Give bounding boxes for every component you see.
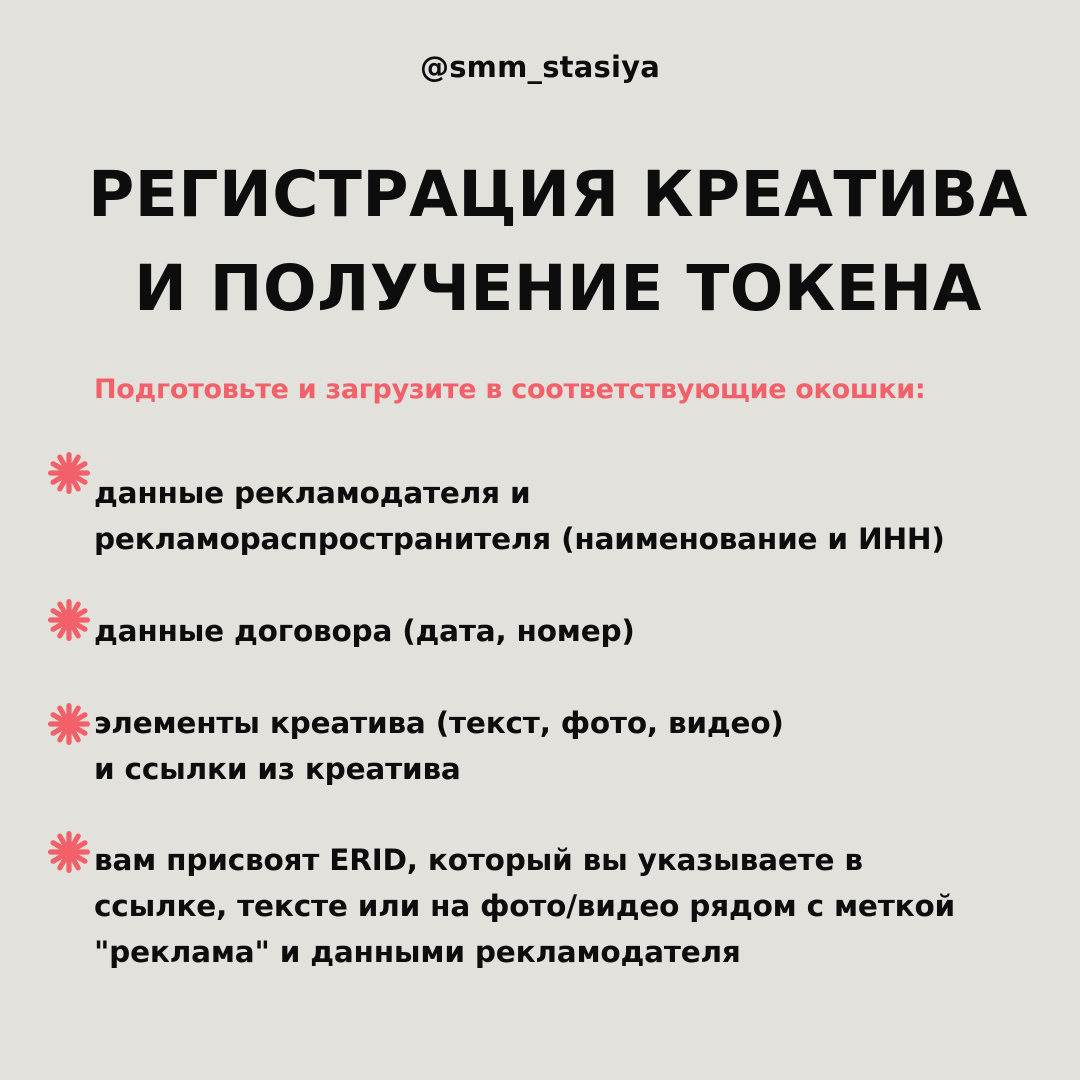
title-line-1: РЕГИСТРАЦИЯ КРЕАТИВА bbox=[88, 158, 1028, 231]
asterisk-flower-icon bbox=[46, 597, 92, 643]
list-item bbox=[94, 837, 955, 975]
subtitle: Подготовьте и загрузите в соответствующие окошки: bbox=[94, 374, 926, 405]
list-item-line: рекламораспространителя (наименование и ИНН) bbox=[94, 522, 945, 556]
list-item bbox=[94, 700, 784, 792]
asterisk-flower-icon bbox=[46, 701, 92, 747]
list-item bbox=[94, 470, 945, 562]
list-item bbox=[94, 608, 635, 654]
asterisk-flower-icon bbox=[46, 829, 92, 875]
list-item-line: элементы креатива (текст, фото, видео) bbox=[94, 706, 784, 740]
list-item-line: данные договора (дата, номер) bbox=[94, 614, 635, 648]
list-item-line: и ссылки из креатива bbox=[94, 752, 461, 786]
list-item-line: ссылке, тексте или на фото/видео рядом с меткой bbox=[94, 889, 955, 923]
list-item-line: "реклама" и данными рекламодателя bbox=[94, 935, 741, 969]
list-item-line: данные рекламодателя и bbox=[94, 476, 531, 510]
list-item-line: вам присвоят ERID, который вы указываете в bbox=[94, 843, 863, 877]
title-line-2: И ПОЛУЧЕНИЕ ТОКЕНА bbox=[134, 252, 982, 325]
page-title bbox=[0, 148, 1080, 336]
asterisk-flower-icon bbox=[46, 450, 92, 496]
author-handle: @smm_stasiya bbox=[420, 50, 660, 84]
